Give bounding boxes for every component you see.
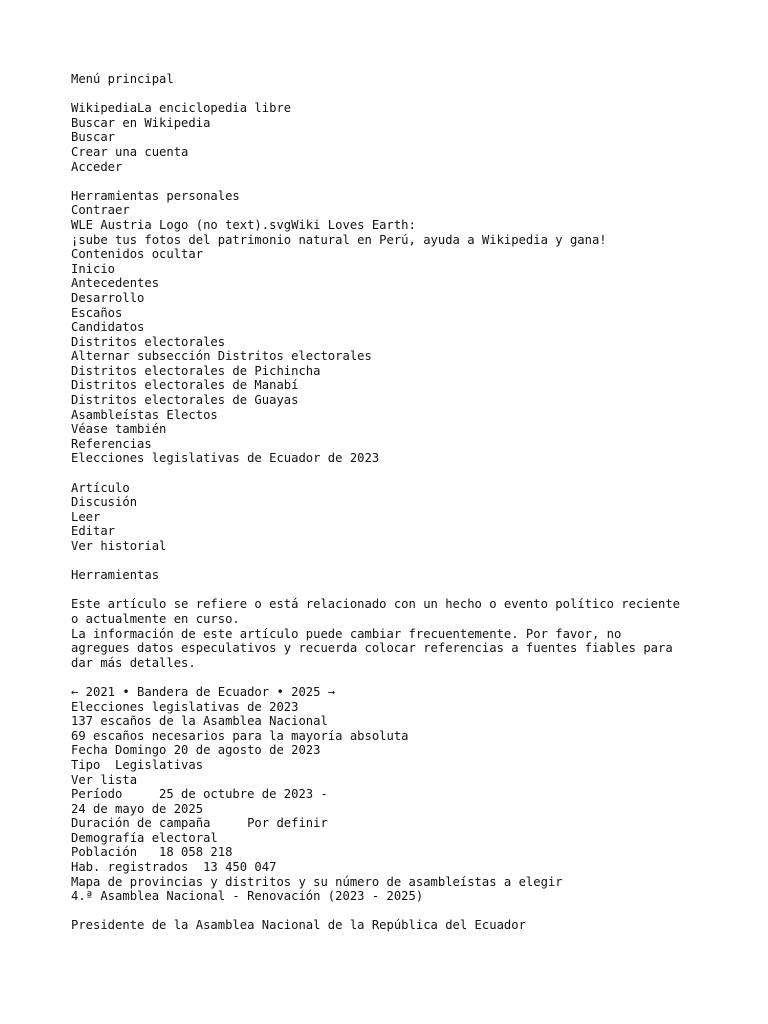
infobox-nav[interactable]: ← 2021 • Bandera de Ecuador • 2025 → xyxy=(71,684,336,699)
tools-menu[interactable]: Herramientas xyxy=(71,568,160,583)
toc-item[interactable]: Asambleístas Electos xyxy=(71,407,218,422)
search-button[interactable]: Buscar xyxy=(71,130,116,145)
infobox-period: Período 25 de octubre de 2023 - xyxy=(71,787,328,802)
assembly-link[interactable]: 4.ª Asamblea Nacional - Renovación (2023 - 2025) xyxy=(71,889,424,904)
infobox-campaign: Duración de campaña Por definir xyxy=(71,816,328,831)
tab-history[interactable]: Ver historial xyxy=(71,539,167,553)
toc-title[interactable]: Contenidos ocultar xyxy=(71,247,204,262)
infobox-demography: Demografía electoral xyxy=(71,830,218,845)
infobox-period-end: 24 de mayo de 2025 xyxy=(71,801,204,816)
map-caption: Mapa de provincias y distritos y su número de asambleístas a elegir xyxy=(71,874,563,889)
wikipedia-logo[interactable]: WikipediaLa enciclopedia libre xyxy=(71,101,292,116)
toc-item[interactable]: Escaños xyxy=(71,305,123,320)
spacer xyxy=(71,554,711,569)
toc-item[interactable]: Véase también xyxy=(71,422,167,437)
infobox-majority: 69 escaños necesarios para la mayoría absoluta xyxy=(71,728,409,743)
search-input[interactable]: Buscar en Wikipedia xyxy=(71,115,211,130)
login-link[interactable]: Acceder xyxy=(71,159,123,174)
wle-banner-link[interactable]: WLE Austria Logo (no text).svgWiki Loves Earth: xyxy=(71,217,416,232)
toc-item[interactable]: Candidatos xyxy=(71,320,145,335)
page-title: Elecciones legislativas de Ecuador de 2023 xyxy=(71,451,380,466)
toc-item[interactable]: Antecedentes xyxy=(71,276,160,291)
infobox-population: Población 18 058 218 xyxy=(71,845,233,860)
notice-text: La información de este artículo puede cambiar frecuentemente. Por favor, no xyxy=(71,626,622,641)
toc-item[interactable]: Distritos electorales de Guayas xyxy=(71,393,299,408)
page-tabs xyxy=(71,481,711,554)
infobox-date: Fecha Domingo 20 de agosto de 2023 xyxy=(71,743,321,758)
election-infobox xyxy=(71,685,711,933)
wle-banner-text: ¡sube tus fotos del patrimonio natural en Perú, ayuda a Wikipedia y gana! xyxy=(71,232,607,247)
site-header xyxy=(71,101,711,174)
toc-item[interactable]: Distritos electorales de Pichincha xyxy=(71,363,321,378)
spacer xyxy=(71,904,711,919)
spacer xyxy=(71,466,711,481)
main-menu-button[interactable]: Menú principal xyxy=(71,72,174,86)
infobox-registered: Hab. registrados 13 450 047 xyxy=(71,860,277,875)
current-event-notice xyxy=(71,597,711,670)
infobox-title: Elecciones legislativas de 2023 xyxy=(71,699,299,714)
toc-item[interactable]: Referencias xyxy=(71,436,152,451)
spacer xyxy=(71,87,711,102)
tab-article[interactable]: Artículo xyxy=(71,480,130,495)
tab-edit[interactable]: Editar xyxy=(71,524,116,539)
spacer xyxy=(71,174,711,189)
toc-toggle-button[interactable]: Alternar subsección Distritos electorales xyxy=(71,349,372,364)
notice-text: dar más detalles. xyxy=(71,655,196,670)
notice-text: Este artículo se refiere o está relacionado con un hecho o evento político reciente xyxy=(71,597,681,612)
see-list-button[interactable]: Ver lista xyxy=(71,772,138,787)
toc-item[interactable]: Desarrollo xyxy=(71,290,145,305)
toc-item[interactable]: Distritos electorales xyxy=(71,334,226,349)
spacer xyxy=(71,670,711,685)
toc-item[interactable]: Distritos electorales de Manabí xyxy=(71,378,299,393)
personal-tools-menu[interactable]: Herramientas personales xyxy=(71,188,240,203)
president-link[interactable]: Presidente de la Asamblea Nacional de la República del Ecuador xyxy=(71,918,526,933)
infobox-seats: 137 escaños de la Asamblea Nacional xyxy=(71,714,328,729)
infobox-type: Tipo Legislativas xyxy=(71,757,204,772)
article-page xyxy=(71,72,711,933)
table-of-contents xyxy=(71,247,711,451)
tab-read[interactable]: Leer xyxy=(71,509,101,524)
create-account-link[interactable]: Crear una cuenta xyxy=(71,144,189,159)
collapse-button[interactable]: Contraer xyxy=(71,203,130,218)
tab-discussion[interactable]: Discusión xyxy=(71,495,138,510)
toc-item[interactable]: Inicio xyxy=(71,261,116,276)
spacer xyxy=(71,583,711,598)
personal-tools xyxy=(71,189,711,247)
notice-text: o actualmente en curso. xyxy=(71,611,240,626)
notice-text: agregues datos especulativos y recuerda colocar referencias a fuentes fiables para xyxy=(71,641,673,656)
